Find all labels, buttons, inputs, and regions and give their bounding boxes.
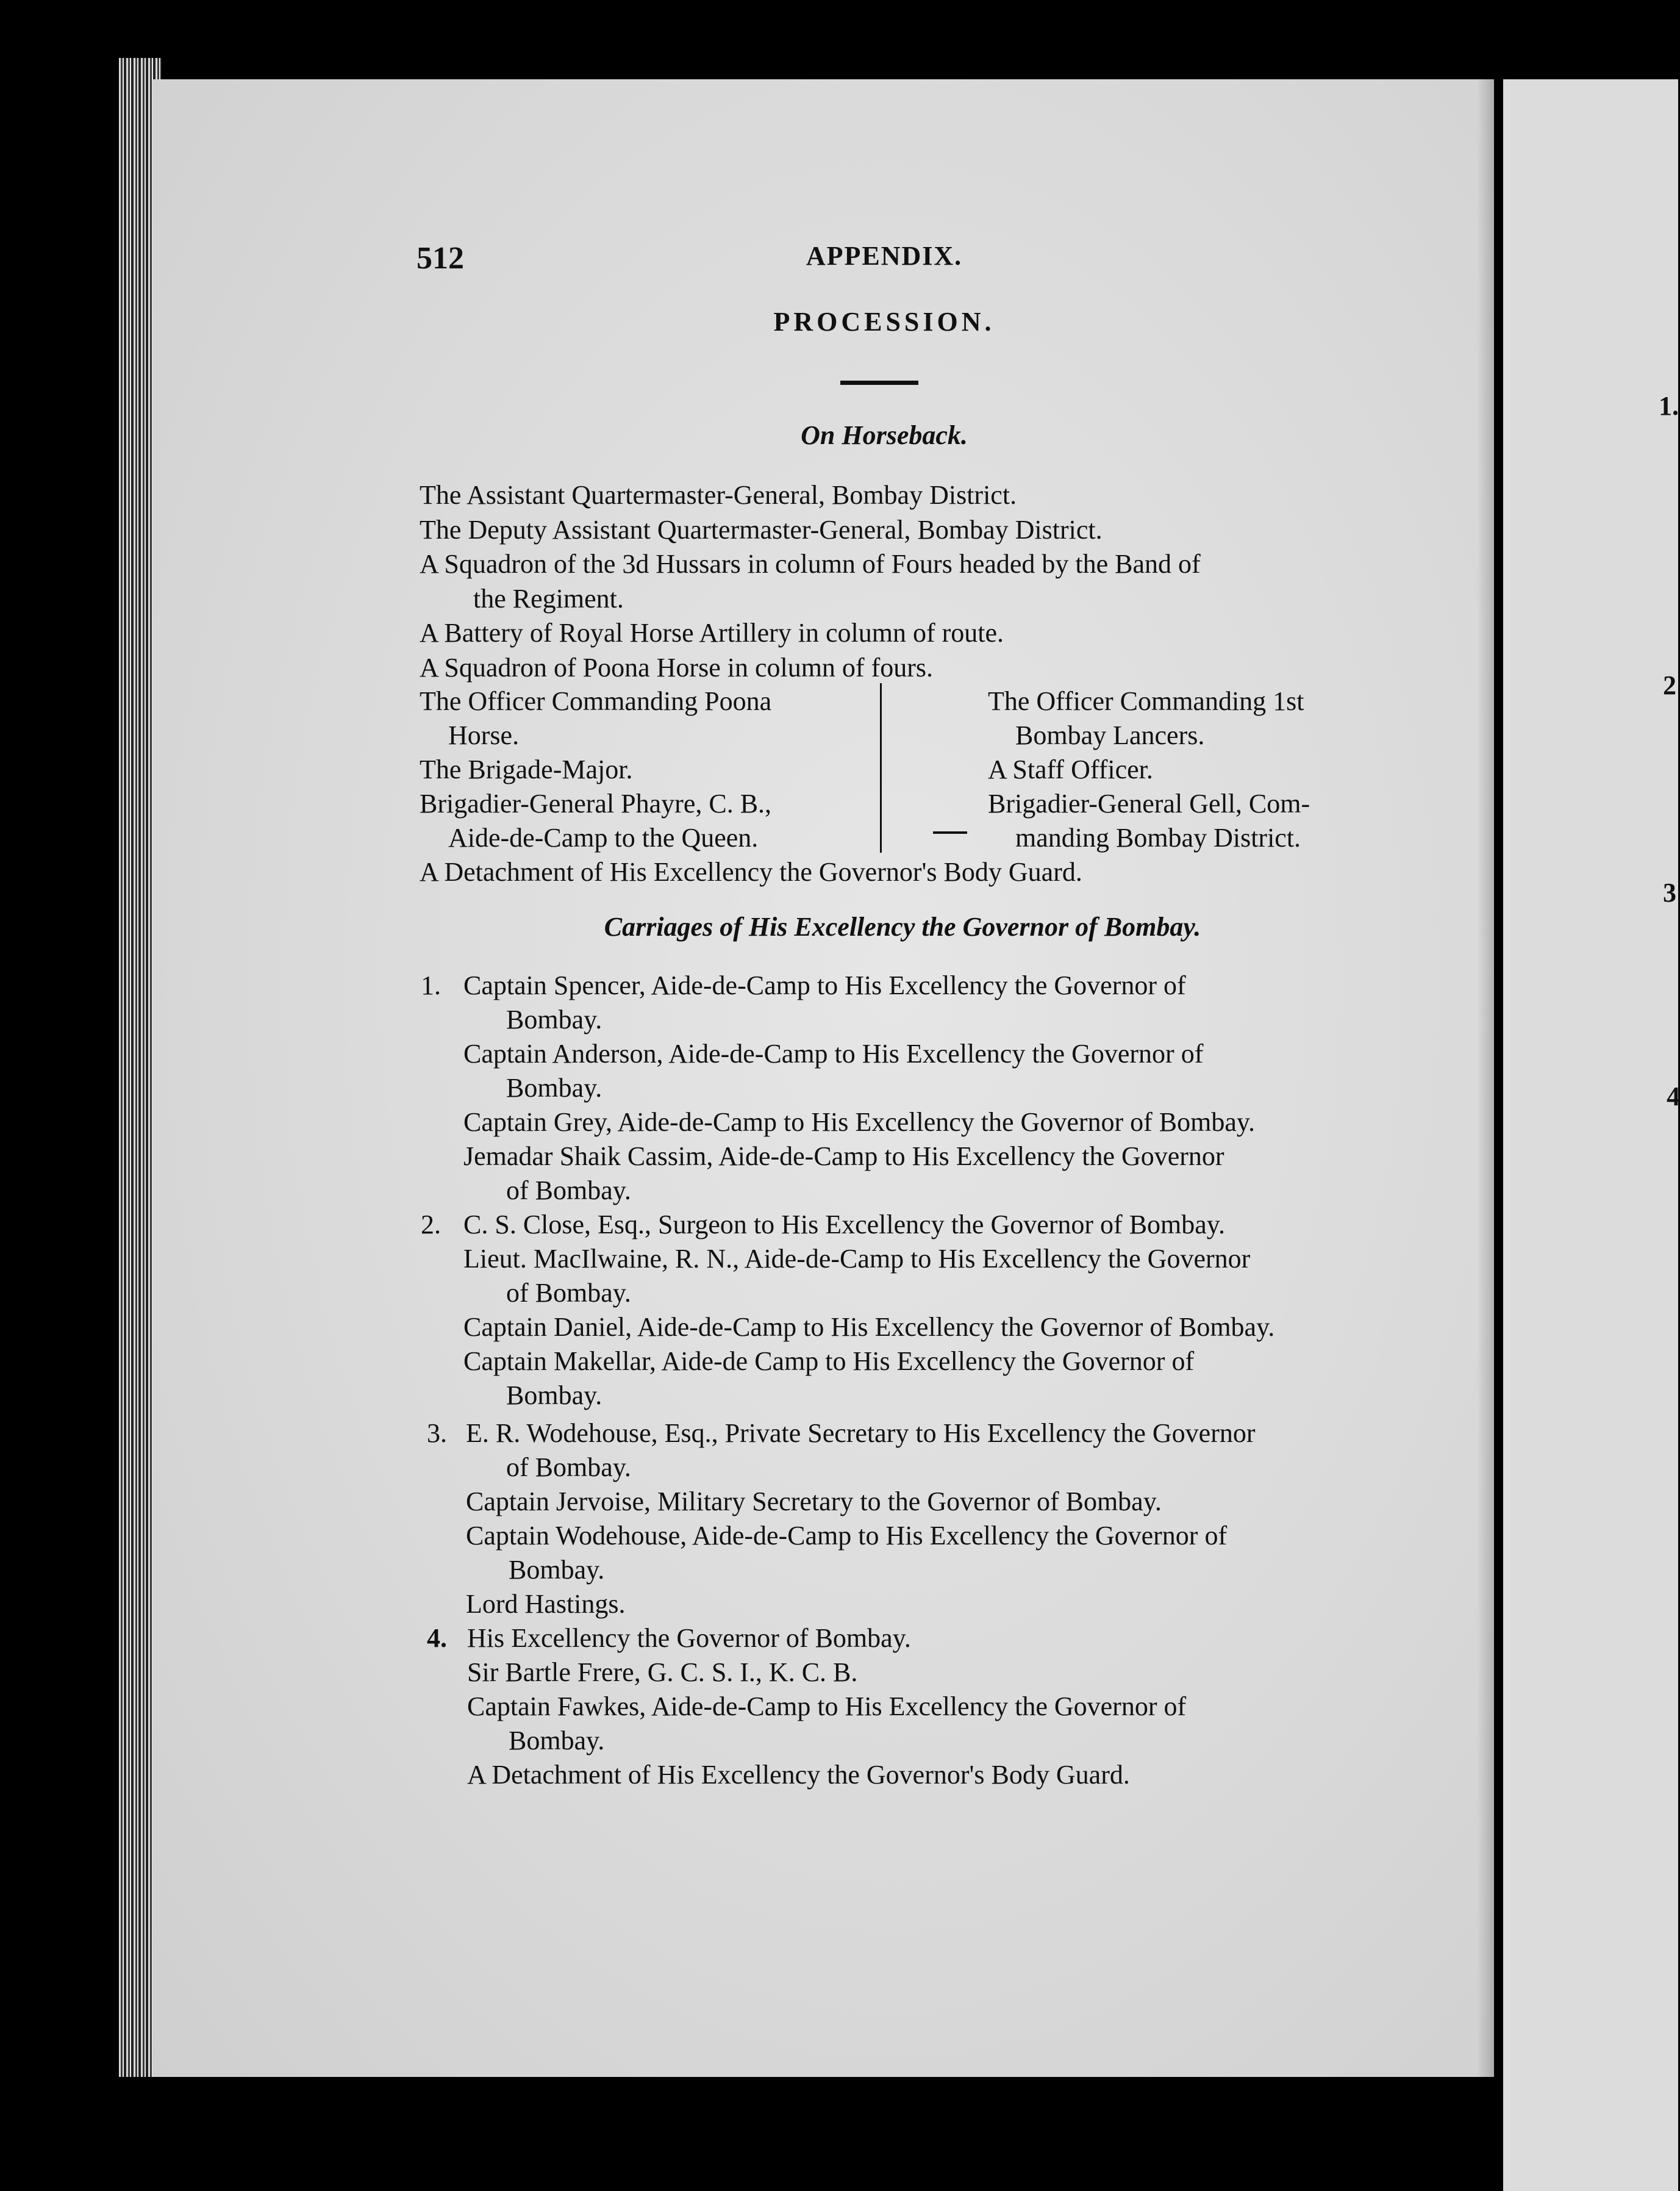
- procession-line: The Deputy Assistant Quartermaster-General, Bombay District.: [420, 515, 1103, 545]
- carriage-line: E. R. Wodehouse, Esq., Private Secretary to His Excellency the Governor: [466, 1418, 1256, 1448]
- carriage-line: of Bombay.: [506, 1452, 631, 1482]
- procession-line: A Squadron of the 3d Hussars in column of Fours headed by the Band of: [420, 549, 1201, 579]
- procession-line: The Assistant Quartermaster-General, Bombay District.: [420, 480, 1017, 510]
- carriage-number: 1.: [421, 970, 441, 1000]
- carriage-line: Captain Anderson, Aide-de-Camp to His Excellency the Governor of: [463, 1039, 1204, 1069]
- carriage-line: Bombay.: [506, 1380, 602, 1410]
- right-column-line: Brigadier-General Gell, Com-: [988, 789, 1310, 819]
- section-title: PROCESSION.: [773, 307, 995, 337]
- left-column-line: Aide-de-Camp to the Queen.: [448, 823, 759, 853]
- facing-margin-number: 1.: [1659, 391, 1679, 421]
- right-column-line: manding Bombay District.: [1015, 823, 1301, 853]
- carriage-line: Captain Fawkes, Aide-de-Camp to His Excellency the Governor of: [467, 1691, 1187, 1721]
- procession-line: A Detachment of His Excellency the Governor's Body Guard.: [420, 857, 1082, 887]
- carriage-line: Sir Bartle Frere, G. C. S. I., K. C. B.: [467, 1657, 858, 1687]
- column-divider: [880, 683, 882, 853]
- carriage-line: A Detachment of His Excellency the Governor's Body Guard.: [467, 1760, 1130, 1790]
- facing-page: [1503, 79, 1678, 2191]
- carriage-line: Captain Grey, Aide-de-Camp to His Excellency the Governor of Bombay.: [463, 1107, 1256, 1137]
- facing-margin-number: 3: [1663, 878, 1676, 908]
- carriage-line: Captain Wodehouse, Aide-de-Camp to His Excellency the Governor of: [466, 1521, 1228, 1551]
- left-column-line: Brigadier-General Phayre, C. B.,: [420, 789, 772, 819]
- carriage-number: 4.: [427, 1623, 447, 1653]
- facing-margin-number: 2: [1663, 670, 1676, 700]
- carriages-heading: Carriages of His Excellency the Governor of Bombay.: [604, 912, 1201, 942]
- carriage-line: Lieut. MacIlwaine, R. N., Aide-de-Camp to His Excellency the Governor: [463, 1244, 1251, 1274]
- carriage-line: of Bombay.: [506, 1175, 631, 1205]
- right-column-line: The Officer Commanding 1st: [988, 686, 1304, 716]
- left-column-line: The Brigade-Major.: [420, 755, 633, 784]
- carriage-number: 2.: [421, 1210, 441, 1239]
- carriage-line: Captain Jervoise, Military Secretary to the Governor of Bombay.: [466, 1486, 1162, 1516]
- right-column-line: Bombay Lancers.: [1015, 720, 1205, 750]
- right-column-line: A Staff Officer.: [988, 755, 1153, 784]
- running-title: APPENDIX.: [806, 241, 963, 271]
- carriage-line: Bombay.: [506, 1005, 602, 1035]
- on-horseback-heading: On Horseback.: [801, 420, 968, 450]
- left-column-line: Horse.: [448, 720, 520, 750]
- carriage-line: Lord Hastings.: [466, 1589, 626, 1619]
- carriage-line: Bombay.: [506, 1073, 602, 1103]
- carriage-line: Captain Spencer, Aide-de-Camp to His Excellency the Governor of: [463, 970, 1186, 1000]
- page-number: 512: [416, 241, 464, 276]
- carriage-line: His Excellency the Governor of Bombay.: [467, 1623, 911, 1653]
- carriage-line: of Bombay.: [506, 1278, 631, 1308]
- carriage-number: 3.: [427, 1418, 447, 1448]
- procession-line: A Battery of Royal Horse Artillery in column of route.: [420, 618, 1004, 648]
- carriage-line: Jemadar Shaik Cassim, Aide-de-Camp to His Excellency the Governor: [463, 1141, 1224, 1171]
- carriage-line: Bombay.: [509, 1726, 605, 1755]
- left-column-line: The Officer Commanding Poona: [420, 686, 772, 716]
- column-dash: [933, 831, 967, 834]
- carriage-line: C. S. Close, Esq., Surgeon to His Excellency the Governor of Bombay.: [463, 1210, 1225, 1239]
- title-rule: [840, 381, 918, 385]
- procession-line: A Squadron of Poona Horse in column of fours.: [420, 653, 934, 683]
- carriage-line: Captain Daniel, Aide-de-Camp to His Excellency the Governor of Bombay.: [463, 1312, 1275, 1342]
- carriage-line: Captain Makellar, Aide-de Camp to His Excellency the Governor of: [463, 1346, 1195, 1376]
- facing-margin-number: 4: [1667, 1081, 1680, 1111]
- carriage-line: Bombay.: [509, 1555, 605, 1585]
- procession-line: the Regiment.: [473, 584, 624, 614]
